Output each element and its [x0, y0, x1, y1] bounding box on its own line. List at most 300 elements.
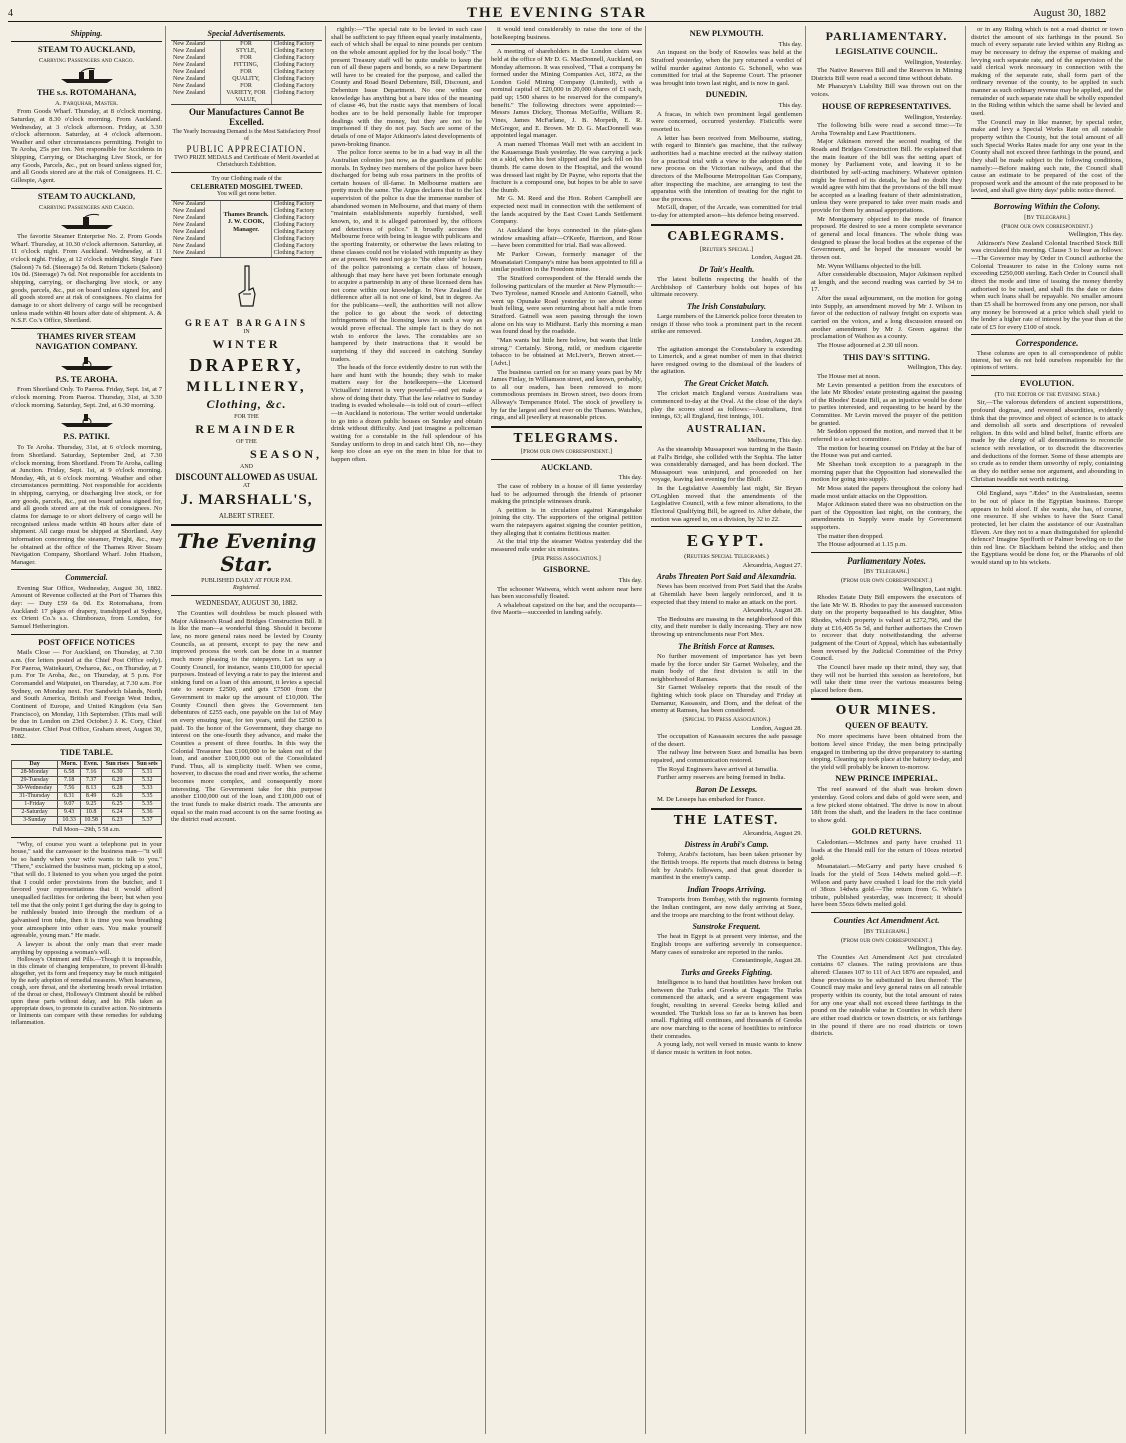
discount: DISCOUNT ALLOWED AS USUAL: [175, 471, 318, 482]
grid-left: [171, 201, 221, 257]
of-the: OF THE: [236, 438, 257, 445]
latest-heading: THE LATEST.: [673, 812, 780, 827]
tide-cell: 5.31: [133, 768, 162, 776]
tide-cell: 5.36: [133, 808, 162, 816]
grid-cell-left: New Zealand: [173, 55, 206, 62]
manufactures-line: Our Manufactures Cannot Be Excelled.: [189, 106, 304, 128]
tide-column-header: Sun sets: [133, 760, 162, 768]
table-row: [12, 784, 162, 792]
parl-item: Mr Moss stated the papers throughout the colony had made most unfair attacks on the Opposition.: [811, 484, 962, 500]
leader-article: The Counties will doubtless be much pleased with Major Atkinson's Road and Bridges Construction Bill. It is like the man—a wonderful thing. Should it become law, no more general rates need be levied by County Councils, as at present, except to pay the new and improved process the work can be done in a manner much more pleasing to the ratepayers. Let us say a County Council, for instance, wants £10,000 for special purposes. Instead of levying a rate to pay the interest and sinking fund on a loan of this amount, it levies a special rate to secure £2500, and gets £7500 from the Government to make up the amount of £10,000. The County Council then gives the Government ten debentures of £255 each, one payable on the 1st of May on every ensuing year, for ten years, until the £2500 is paid. To the honor of the Government, they charge no interest on the one-fourth they advance, and make the Counties a present of three fourths. In this way the Colonial Treasurer has £100,000 to be taken out of the loan, and another £100,000 out of the Consolidated Fund. Thus, all is simplicity itself. When we come, however, to discuss the road and river works, the scheme becomes more complex, and consequently more interesting. The Government take for this purpose another £100,000 out of the loan, and £100,000 out of the trust funds to make district roads. The amounts are equal so the main road account is on the same footing as the district road account.: [171, 610, 322, 824]
divider: [811, 698, 962, 700]
column-1: [8, 26, 166, 1434]
sailing-notice-2: The favorite Steamer Enterprise No. 2. From Goods Wharf. Thursday, at 10.30 o'clock afternoon. Saturday, at 11 o'clock night. From Auckland. Wednesday, at 11 o'clock night. Friday, at 12 o'clock midnight. Single Fare (Saloon) 7s 6d. (Steerage) 5s 0d. Return Tickets (Saloon) 10s 0d. (Steerage) 7s 6d. Not responsible for accidents in shipping, carrying, or discharging live stock, or any goods, parcels, &c., put on board unless signed for, and all goods stored are at risk of consignees. No claims for damage to or short delivery of cargo will be recognised unless made within 48 hours after date of shipment. A. & N.S.F. Co.'s Office, Shortland.: [11, 233, 162, 325]
appreciation-line: PUBLIC APPRECIATION.: [186, 143, 307, 154]
shipping-heading: Shipping.: [70, 29, 103, 38]
local-item: At Auckland the boys connected in the plate-glass window smashing affair—O'Keefe, Harrison, and Rose—have been committed for trial. Bail was allowed.: [491, 227, 642, 250]
parl-item: Mr Pharazyn's Liability Bill was thrown out on the voices.: [811, 83, 962, 99]
borrowing-heading: Borrowing Within the Colony.: [993, 201, 1101, 212]
tide-cell: 29-Tuesday: [12, 776, 58, 784]
paper-title: THE EVENING STAR: [466, 4, 648, 21]
cable-item: Intelligence is to hand that hostilities have broken out between the Turks and Greeks at Dagair. The Turks commenced the attack, and a severe engagement was fought, resulting in several Greeks being killed and wounded. The Turkish loss so far as is known has been small. Fighting still continues, and thousands of Greeks are now marching to the scene of hostilities to reinforce their comrades.: [651, 979, 802, 1040]
divider: [11, 634, 162, 635]
divider: [491, 44, 642, 45]
jeweller-ad: The business carried on for so many years past by Mr James Finlay, in Williamson street, and known, probably, to all our readers, has been removed to more commodious premises in Brown street, two doors from Allsway's Temperance Hotel. The stock of jewellery is by far the largest and best ever on the Thames. Watches, rings, and all jewellery at reasonable prices.: [491, 368, 642, 422]
tide-cell: 8.49: [81, 792, 102, 800]
counties-continued: or in any Riding which is not a road district or town district the amount of six farthings in the pound. So much of every separate rate levied within any Riding as may be necessary to defray the expense of making and levying such separate rate, and of the supervision of the said clerical work necessary in connection with the making of the separate rate, shall form part of the ordinary revenue of the county, to be applied in such manner as such ordinary revenue may be applied, and the remainder of such separate rate shall be wholly expended in the Riding within which the same shall be levied and used.: [971, 26, 1123, 118]
new-plymouth-heading: NEW PLYMOUTH.: [689, 28, 764, 38]
divider: [171, 595, 322, 596]
tide-column-header: Even.: [81, 760, 102, 768]
and: AND: [240, 463, 253, 470]
column-4: [488, 26, 646, 1434]
tide-cell: 2-Saturday: [12, 808, 58, 816]
dateline: Constantinople, August 28.: [732, 957, 802, 965]
cable-heading: Dr Tait's Health.: [698, 264, 755, 274]
grid-cell-left: New Zealand: [173, 221, 206, 228]
grid-cell-left: New Zealand: [173, 69, 206, 76]
registered-line: Registered.: [233, 584, 260, 591]
cable-item: Large numbers of the Limerick police force threaten to resign if those who took a prominent part in the recent strike are removed.: [651, 313, 802, 336]
page-number: 4: [8, 7, 13, 19]
cable-item: The latest bulletin respecting the health of the Archbishop of Canterbury holds out hopes of his ultimate recovery.: [651, 275, 802, 299]
divider: [651, 224, 802, 226]
mine-heading: QUEEN OF BEAUTY.: [845, 720, 928, 731]
grid-mid: [221, 41, 271, 104]
grid-cell-left: New Zealand: [173, 62, 206, 69]
commercial-heading: Commercial.: [65, 573, 108, 583]
tide-cell: 7.16: [81, 768, 102, 776]
pointing-hand-icon: [171, 264, 322, 312]
divider: [11, 744, 162, 745]
clothing-factory-grid-2: [171, 200, 322, 258]
dateline: Melbourne, This day.: [747, 437, 802, 445]
parl-item: The House met at noon.: [817, 372, 881, 380]
steamship-icon: [11, 213, 162, 231]
telephone-anecdote: "Why, of course you want a telephone put in your house," said the canvasser to the business man—"it will be so handy when your wife wants to talk to you." "There," exclaimed the business man, picking up a stool, "that will do. I listened to you when you urged the point that I could order provisions from the butcher, and I favored your representations that it would afford unequalled facilities for ordering the beer; but when you tell me that the only point I get during the day is going to be ruthlessly busted into through the medium of a galvanised iron tube, then it is time you was breathing your atmosphere into other ears. You make yourself agreeable, young man." He made.: [11, 840, 162, 940]
by-telegraph: [By Telegraph.]: [863, 568, 910, 576]
grid-cell-left: New Zealand: [173, 214, 206, 221]
to-editor: (To the Editor of the Evening Star.): [994, 390, 1100, 398]
grid-cell-right: Clothing Factory: [273, 89, 315, 96]
cable-item: The railway line between Suez and Ismailia has been repaired, and communication restored.: [651, 749, 802, 764]
issue-date: August 30, 1882: [1032, 7, 1106, 20]
mine-heading: NEW PRINCE IMPERIAL.: [835, 773, 938, 784]
tide-cell: 5.35: [133, 792, 162, 800]
cable-item: M. De Lesseps has embarked for France.: [657, 796, 766, 804]
evolution-letter: Sir,—The valorous defenders of ancient superstitions, profound dogmas, and reverend absurdities, evidently think that the province and object of science is to attack and demolish all sorts and descriptions of revealed religion. In this wild and blind belief, frantic efforts are made by the clergy of all denominations to reconcile science with revelation, or to discredit the discoveries and deductions of the former. Some of these attempts are so crude as to render them unworthy of reply, containing as they do neither sense nor argument, and abounding in Christian twaddle not worth noticing.: [971, 399, 1123, 483]
grid-cell-left: New Zealand: [173, 200, 206, 207]
cable-heading: Distress in Arabi's Camp.: [684, 840, 769, 850]
tide-cell: 9.43: [58, 808, 81, 816]
divider: [971, 486, 1123, 487]
grid-cell-mid: FOR: [240, 69, 252, 76]
tide-column-header: Sun rises: [102, 760, 133, 768]
telegram-item: A whaleboat capsized on the bar, and the occupants—five Maoris—succeeded in landing safely.: [491, 601, 642, 617]
grid-cell-left: New Zealand: [173, 48, 206, 55]
divider: [11, 328, 162, 329]
by-telegraph: [By Telegraph.]: [863, 928, 910, 936]
cable-item: The agitation amongst the Constabulary is extending to Limerick, and a great number of men in that district have resigned owing to the dismissal of the leaders of the agitation.: [651, 345, 802, 376]
cable-heading: The Great Cricket Match.: [684, 379, 769, 389]
local-item: A meeting of shareholders in the London claim was held at the office of Mr D. G. MacDonnell, Auckland, on Monday afternoon. It was resolved, "That a company be formed under the Mining Companies Act, 1872, as the London Gold Mining Company (Limited), with a nominal capital of £20,000 in 20,000 shares of £1 each, paid up; 1500 shares to be reserved for the company's benefit." The following directors were appointed:—Messrs James Dickey, Thomas McGuffie, William R. Vines, James McFarlane, J. B. Morpeth, E. R. McGregor, and E. Brown. Mr D. G. MacDonnell was appointed legal manager.: [491, 48, 642, 140]
steam-auckland-title-2: STEAM TO AUCKLAND,: [37, 190, 136, 201]
borrowing-item: Atkinson's New Zealand Colonial Inscribed Stock Bill was circulated this morning. Clause 3 to bear as follows:—The Governor may by Order in Council authorise the Colonial Treasurer to raise in the Colony sums not exceeding £250,000 sterling. Each Order in Council shall direct the mode and time of issuing the money thereby authorised to be raised, and shall fix the date or dates when such loans shall be repayable. No smaller amount than £5 shall be borrowed from any one person, nor shall any money be borrowed at a price which shall yield to the lender a higher rate of interest by the year than at the rate of £5 for every £100 of stock.: [971, 239, 1123, 331]
albert-street: ALBERT STREET.: [218, 511, 275, 520]
telegram-item: An inquest on the body of Knowles was held at the Stratford yesterday, when the jury returned a verdict of wilful murder against Antonio G. Schonell, who was committed for trial at the Supreme Court. The prisoner was brought into town last night, and is now in gaol.: [651, 49, 802, 87]
parl-item: Mr Sheehan took exception to a paragraph in the morning paper that the Opposition had stonewalled the motion for going into supply.: [811, 460, 962, 484]
tide-cell: 5.37: [133, 816, 162, 824]
winter: WINTER: [212, 337, 281, 351]
parl-item: Rhodes Estate Duty Bill empowers the executors of the late Mr W. B. Rhodes to pay the assessed succession duty on the property bequeathed to his daughter, Miss Rhodes, which property is valued at £272,796, and the duty at £16,405 5s 5d, and further authorises the Crown to recover that duty notwithstanding the adverse judgment of the Court of Appeal, which has substantially been reversed by the Judicial Committee of the Privy Council.: [811, 594, 962, 663]
season: SEASON,: [249, 446, 322, 461]
cable-heading: Baron De Lesseps.: [695, 784, 758, 794]
published-line: PUBLISHED DAILY AT FOUR P.M.: [201, 578, 292, 585]
dateline: Wellington, Yesterday.: [904, 58, 962, 66]
dateline: London, August 28.: [751, 254, 802, 262]
evolution-heading: EVOLUTION.: [1020, 377, 1074, 388]
mine-item: The reef seaward of the shaft was broken down yesterday. Good colors and dabs of gold were seen, and a few picked stone obtained. The drive is now in about 18ft from the shaft, and the leaders in the face continue to show gold.: [811, 786, 962, 824]
cable-heading: The Irish Constabulary.: [686, 301, 767, 311]
grid-cell-mid: STYLE,: [235, 48, 257, 55]
holloway-ad: Holloway's Ointment and Pills.—Though it is impossible, in this climate of changing temperature, to prevent ill-health altogether, yet its form and frequency may be much mitigated by the early adoption of remedial measures. When hoarseness, cough, sore throat, and the shortening breath reveal irritation of the throat or chest, Holloway's Ointment should be rubbed upon these parts without delay, and his Pills taken as appropriate doses, to promote its curative action. No ointments or liniments can compare with these remedies for subduing inflammation.: [11, 957, 162, 1026]
tobacco-ad: "Man wants but little here below, but wants that little strong." Certainly. Strong, mild, or medium cigarette tobacco to be obtained at McLiver's, Brown street.—[Advt.]: [491, 336, 642, 367]
tide-cell: 8.31: [58, 792, 81, 800]
reuters-sub: [Reuter's Special.]: [699, 245, 754, 253]
steam-auckland-title: STEAM TO AUCKLAND,: [37, 44, 136, 55]
grid-left: [171, 41, 221, 104]
tide-table: [11, 760, 162, 825]
at: AT: [242, 483, 251, 490]
cable-item: As the steamship Mussapouri was turning in the Basin at Fall's Bridge, she collided with the Sophia. The latter was considerably damaged, and has been docked. The Mussapouri was uninjured, and proceeded on her voyage, leaving last evening for the Bluff.: [651, 445, 802, 484]
police-article-2: The heads of the force evidently desire to run with the hare and hunt with the hounds; they wish to make matters easy for the hotelkeepers—the Licensed Victuallers' interest is very powerful—and yet make a show of doing their duty. That the law relative to Sunday trading is evaded wholesale—is told out of court—effect—in Auckland is notorious. The writer would undertake to go into a dozen public houses on Sunday and obtain drink without difficulty. And just imagine a policeman waiting for a constable in the full splendour of his Sunday uniform to drop in and catch him! Oh, no—they keep too close an eye on the men in blue for that to happen often.: [331, 364, 482, 463]
grid-cell-right: Clothing Factory: [273, 200, 315, 207]
correspondence-heading: Correspondence.: [1015, 338, 1079, 349]
parl-item: Major Atkinson moved the second reading of the Roads and Bridges Construction Bill. He explained that the main feature of the bill was the setting apart of money by Parliament vote, and leaving it to be distributed by self-acting machinery. Whatever opinion might be formed of its details, he had no doubt they would agree with him that the provisions of the bill must be accepted as a leading feature of their administration, unless they were prepared to take over main roads and provide for them by annual appropriations.: [811, 138, 962, 215]
dateline: Wellington, This day.: [1068, 231, 1123, 239]
telegram-item: At the trial trip the steamer Waitoa yesterday did the measured mile under six minutes.: [491, 538, 642, 553]
grid-cell-right: Clothing Factory: [273, 48, 315, 55]
parl-item: The House adjourned at 2.30 till noon.: [817, 341, 919, 349]
parl-item: The Native Reserves Bill and the Reserves in Mining Districts Bill were read a second time without debate.: [811, 67, 962, 82]
grid-cell-right: Clothing Factory: [273, 214, 315, 221]
parl-item: The motion for hearing counsel on Friday at the bar of the House was put and carried.: [811, 444, 962, 460]
dateline: Wellington, Last night.: [903, 585, 962, 593]
house-heading: HOUSE OF REPRESENTATIVES.: [821, 100, 952, 111]
grid-cell-mid: VARIETY, FOR VALUE,: [226, 89, 266, 103]
tide-cell: 1-Friday: [12, 800, 58, 808]
cable-heading: Arabs Threaten Port Said and Alexandria.: [656, 572, 797, 582]
te-aroha-notice: From Shortland Only. To Paeroa. Friday, Sept. 1st, at 7 o'clock morning. From Paeroa. Thursday, 31st, at 3.30 o'clock morning. Saturday, Sept. 2nd, at 6.30 morning.: [11, 386, 162, 409]
post-office-body: Mails Close — For Auckland, on Thursday, at 7.30 a.m. (for letters posted at the Chief Post Office only). For Paeroa, Waitekauri, Owharoa, &c., on Thursday, at 7 p.m. For Te Aroha, &c., on Thursday, at 5 p.m. For Coromandel and Waiputei, on Thursday, at 7.30 a.m. For Sydney, on Monday next. For Sandwich Islands, North and South America, British and Foreign West Indies, Continent of Europe, and United Kingdom (via San Francisco), on Monday, 11th September. (This mail will be due in London on 23rd October.) J. K. Cory, Chief Postmaster. Chief Post Office, Graham street, August 30, 1882.: [11, 649, 162, 741]
dateline: Alexandria, August 29.: [742, 829, 802, 837]
mosgiel-tag: You will get none better.: [217, 191, 276, 198]
steam-auckland-sub: Carrying Passengers and Cargo.: [38, 57, 135, 65]
column-3: [328, 26, 486, 1434]
tide-cell: 10.33: [58, 816, 81, 824]
grid-cell-right: Clothing Factory: [273, 207, 315, 214]
egypt-heading: EGYPT.: [686, 531, 767, 551]
grid-cell-mid: FOR: [240, 41, 252, 48]
thames-navigation-title: THAMES RIVER STEAM NAVIGATION COMPANY.: [35, 330, 138, 351]
police-article: The police force seems to be in a bad way in all the Australian colonies just now, as the guardians of public morals. In Sydney two members of the police have been discharged for being sub rosa partners in the profits of certain houses of ill-fame. In Melbourne matters are pretty much the same. The Argus declares that to the lax supervision of the police is due the immense number of abandoned women in Melbourne, and that many of them "maintain establishments superbly furnished, well known, to, and it is alleged patronised by, the officers and detectives of police." It broadly accuses the Melbourne force with being in league with publicans and the sporting fraternity, or otherwise the laws relating to these classes could not be violated with impunity as they are at present. We need not go to "the other side" to learn of the police patronising a certain class of houses, although that may here have yet been fortunate enough to acquire a partnership in any of these licensed dens has not come within our knowledge. In New Zealand the difference after all is not one of kind, but in degree. As for the publicans—well, the authorities will not allow the police to go about the work of detecting infringements of the licensing laws in such a way as would prove effectual. The simple fact is they do not wish to enforce the laws. The constables are so hampered by their instructions that it would be surprising if they did succeed in catching Sunday traders.: [331, 149, 482, 363]
divider: [971, 198, 1123, 199]
correspondence-note: These columns are open to all correspondence of public interest, but we do not hold ourselves responsible for the opinions of writers.: [971, 350, 1123, 371]
grid-cell-left: New Zealand: [173, 82, 206, 89]
divider: [491, 459, 642, 460]
telegram-item: A letter has been received from Melbourne, stating, with regard to Binnie's gas machine, that the railway authorities had a machine erected at the railway station for a practical trial with a view to the adoption of the new process on the Victorian railways, and that the directors of the Melbourne Metropolitan Gas Company, after inspecting the machine, are arranging to test the apparatus with the intention of treating for the right to use the process.: [651, 134, 802, 203]
column-5: [648, 26, 806, 1434]
counties-act-heading: Counties Act Amendment Act.: [833, 915, 940, 926]
mine-item: No more specimens have been obtained from the bottom level since Friday, the men being principally engaged in timbering up the drive preparatory to starting stoping. Cleaning up took place at the battery to-day, and the yield will probably be known to-morrow.: [811, 733, 962, 771]
column-6: [808, 26, 966, 1434]
divider: [651, 526, 802, 527]
cable-item: Tohmy, Arabi's factotum, has been taken prisoner by the British troops. He reports that much distress is being felt by Arabi's followers, and that great disorder is manifest in the enemy's camp.: [651, 851, 802, 882]
cable-item: Further army reserves are being formed in India.: [657, 774, 786, 782]
parl-item: Mr Montgomery objected to the mode of finance proposed. He desired to see a more complete severance of general and local finances. The whole thing was designed to please the local bodies at the expense of the Government, and he hoped the measure would be thrown out.: [811, 215, 962, 261]
paddle-steamer-icon: [11, 354, 162, 372]
grid-cell-right: Clothing Factory: [273, 242, 315, 249]
ship-patiki: P.S. PATIKI.: [63, 431, 110, 442]
parl-notes-heading: Parliamentary Notes.: [847, 555, 926, 566]
dateline: This day.: [618, 474, 642, 482]
parl-item: The Council have made up their mind, they say, that they will not be hurried this session as heretofore, but will take their time over the various measures being placed before them.: [811, 663, 962, 694]
parl-item: Mr. Wynn Williams objected to the bill.: [817, 262, 922, 270]
cable-item: No further movement of importance has yet been made by the force under Sir Garnet Wolseley, and the main body of the first division is still in the neighborhood of Ramses.: [651, 652, 802, 683]
tide-column-header: Day: [12, 760, 58, 768]
ship-name: THE s.s. ROTOMAHANA,: [36, 86, 137, 97]
tide-cell: 6.26: [102, 792, 133, 800]
own-correspondent: (From our own correspondent.): [840, 936, 933, 944]
counties-continued: The Council may in like manner, by special order, make and levy a Special Works Rate on all rateable property within the County, but the total amount of all such Special Works Rates made for any one year in the County shall not exceed three farthings in the pound, and they shall be made subject to the following conditions, namely:—Before making such rate, the Council shall cause an estimate to be prepared of the cost of the proposed work and the amount of the rate proposed to be levied, and shall give thirty days' public notice thereof.: [971, 118, 1123, 195]
cable-heading: Indian Troops Arriving.: [687, 884, 766, 894]
mosgiel-intro: Try our Clothing made of the: [211, 175, 282, 182]
cable-item: In the Legislative Assembly last night, Sir Bryan O'Loghlen moved that the amendments of the Legislative Council, with a few minor alterations, to the Electoral Qualifying Bill, be agreed to. After debate, the motion was agreed to, on a division, by 32 to 22.: [651, 485, 802, 523]
own-correspondent: (From our own correspondent.): [840, 577, 933, 585]
dateline: Wellington, Yesterday.: [904, 113, 962, 121]
tide-cell: 5.35: [133, 800, 162, 808]
dateline: Wellington, This day.: [907, 945, 962, 953]
grid-cell-left: New Zealand: [173, 235, 206, 242]
tide-cell: 6.24: [102, 808, 133, 816]
telegram-item: McGill, draper, of the Arcade, was committed for trial to-day for attempted arson—his defence being reserved.: [651, 204, 802, 220]
grid-cell-mid: QUALITY,: [232, 76, 260, 83]
tide-cell: 10.8: [81, 808, 102, 816]
patiki-notice: To Te Aroha. Thursday, 31st, at 6 o'clock morning, from Shortland. Saturday, September 2nd, at 7.30 o'clock morning, from Shortland. From Te Aroha, calling at Junction. Friday, Sept. 1st, at 9 o'clock morning. Monday, 4th, at 6 o'clock morning. Weather and other circumstances permitting. Not responsible for accidents in shipping, carrying, or discharging live stock, or for any goods, parcels, &c., put on board unless signed for, and all goods stored are at the risk of consignees. No claims for damage to or short delivery of cargo will be recognised unless made within 48 hours after date of shipment. All cargo must be shipped at Shortland. Any information concerning the steamer, Freight, &c., may be obtained at the office of the Thames River Steam Navigation Company, Shortland Wharf. John Hudson, Manager.: [11, 444, 162, 566]
local-item: Mr G. M. Reed and the Hon. Robert Campbell are expected next mail in connection with the settlement of the lands acquired by the East Coast Lands Settlement Company.: [491, 195, 642, 226]
cable-item: The occupation of Kassassin secures the safe passage of the desert.: [651, 733, 802, 748]
table-row: [12, 776, 162, 784]
steam-auckland-sub-2: Carrying Passengers and Cargo.: [38, 203, 135, 211]
clothing: Clothing, &c.: [206, 397, 287, 412]
tide-cell: 3-Sunday: [12, 816, 58, 824]
grid-cell-left: New Zealand: [173, 207, 206, 214]
auckland-heading: AUCKLAND.: [540, 461, 593, 472]
commercial-body: Evening Star Office, Wednesday, August 30, 1882. Amount of Revenue collected at the Port of Thames this day: — Duty £59 6s 0d. Ex Rotomahana, from Auckland: 17 pkges of drapery, transhipped at Sydney, ex Orient Co.'s s.s. Chimborazo, from London, for Samuel Hetherington.: [11, 584, 162, 630]
cablegrams-heading: CABLEGRAMS.: [667, 228, 786, 243]
medals-line: TWO PRIZE MEDALS and Certificate of Merit Awarded at Christchurch Exhibition.: [174, 155, 319, 169]
remainder: REMAINDER: [195, 422, 298, 437]
ship-master: A. Farquhar, Master.: [54, 99, 119, 107]
dunedin-heading: DUNEDIN.: [705, 89, 748, 100]
moon-note: Full Moon—29th, 5 58 a.m.: [52, 826, 121, 833]
divider: [811, 552, 962, 553]
cable-item: Transports from Bombay, with the regiments forming the Indian contingent, are now daily arriving at Suez, and the troops are marching to the front without delay.: [651, 896, 802, 919]
mine-item: Moanataiari.—McGarry and party have crushed 6 loads for the yield of 5ozs 14dwts melted gold.—F. Wilson and party have crushed 1 load for the rich yield of 38ozs 14dwts gold.—The return from G. White's tribute, published yesterday, was incorrect; it should have been 55ozs 6dwts melted gold.: [811, 863, 962, 909]
grid-cell-right: Clothing Factory: [273, 41, 315, 48]
for-the: FOR THE: [234, 414, 259, 421]
grid-cell-left: New Zealand: [173, 249, 206, 256]
mine-item: Caledonian.—McInnes and party have crushed 11 loads at the Herald mill for the return of 10ozs retorted gold.: [811, 839, 962, 862]
divider: [11, 41, 162, 42]
parl-item: Mr Levin presented a petition from the executors of the late Mr Rhodes' estate protesting against the passing of the Rhodes' Estate Bill, as an injustice would be done to parties interested, and requesting to be heard by the Committee. Mr Levin moved the prayer of the petition be granted.: [811, 381, 962, 427]
tide-cell: 6.58: [58, 768, 81, 776]
parliamentary-heading: PARLIAMENTARY.: [825, 29, 948, 43]
tide-cell: 5.33: [133, 784, 162, 792]
grid-cell-right: Clothing Factory: [273, 76, 315, 83]
special-sub: (Special to Press Association.): [682, 716, 771, 724]
tide-cell: 8.13: [81, 784, 102, 792]
divider: [11, 188, 162, 189]
cable-item: The Bedouins are massing in the neighborhood of this city, and their number is daily increasing. They are now throwing up entrenchments near Fort Mex.: [651, 615, 802, 638]
column-2: [168, 26, 326, 1434]
cable-heading: The British Force at Ramses.: [678, 641, 775, 651]
mine-heading: GOLD RETURNS.: [851, 826, 922, 837]
tide-cell: 6.28: [102, 784, 133, 792]
special-ads-heading: Special Advertisements.: [207, 29, 286, 38]
parl-item: Major Atkinson stated there was no obstruction on the part of the Opposition last night, on the contrary, the amendments in Supply were made by Government supporters.: [811, 501, 962, 532]
local-item: The Stratford correspondent of the Herald sends the following particulars of the murder at New Plymouth:—Two Tyrolese, named Knoele and Antonio Gatnell, who went up Opunake Road yesterday to see about some bush felling, were seen returning about half a mile from Stratford. Gatnell was seen passing through the town alone on his way to Midhurst. Early this morning a man was found dead by the roadside.: [491, 274, 642, 336]
sitting-heading: THIS DAY'S SITTING.: [843, 351, 930, 362]
grid-cell-right: Clothing Factory: [273, 69, 315, 76]
dateline: Wellington, This day.: [907, 364, 962, 372]
grid-cell-left: New Zealand: [173, 76, 206, 83]
grid-cell-left: New Zealand: [173, 41, 206, 48]
telegram-item: A petition is in circulation against Karangahake joining the city. The supporters of the original petition warn the ratepayers against signing the counter petition, they alleging that it contains fictitious matter.: [491, 506, 642, 537]
tide-cell: 5.32: [133, 776, 162, 784]
divider: [171, 172, 322, 173]
divider: [811, 912, 962, 913]
tide-cell: 7.37: [81, 776, 102, 784]
dateline: This day.: [618, 577, 642, 585]
parl-item: The following bills were read a second time:—Te Aroha Township and Law Practitioners.: [811, 122, 962, 137]
divider: [171, 524, 322, 526]
cable-item: A young lady, not well versed in music wants to know if dance music is written in foot notes.: [651, 1041, 802, 1056]
tide-cell: 7.18: [58, 776, 81, 784]
grid-cell-right: Clothing Factory: [273, 249, 315, 256]
tide-cell: 6.29: [102, 776, 133, 784]
tide-cell: 9.25: [81, 800, 102, 808]
table-row: [12, 808, 162, 816]
grid-cell-mid: FOR: [240, 55, 252, 62]
our-mines-heading: OUR MINES.: [835, 703, 938, 718]
cable-item: The cricket match England versus Australians was commenced to-day at the Oval. At the close of the day's play the scores stood as follows:—Australians, first innings, 63; all England, first innings, 101.: [651, 390, 802, 421]
paddle-steamer-icon: [11, 411, 162, 429]
evening-star-title: The Evening Star.: [176, 528, 317, 576]
telegrams-heading: TELEGRAMS.: [513, 431, 620, 446]
tide-cell: 10.58: [81, 816, 102, 824]
gisborne-heading: GISBORNE.: [543, 564, 590, 575]
old-england-item: Old England, says "Ædes" in the Australasian, seems to be out of place in the Egyptian business. Europe appears to hold aloof. If she wants, she has, of course, one resource. If she wishes to have the Suez Canal protected, let her claim the assistance of our Australian Eleven. Are they not to a man distinguished for splendid defence? Imagine Spofforth or Palmer bowling on to the thin red line. Or Blackham behind the sticks; and then the Egyptians would be done for, or the Pharaohs of old would stand up to his wickets.: [971, 490, 1123, 567]
grid-cell-right: Clothing Factory: [273, 55, 315, 62]
demand-line: The Yearly Increasing Demand is the Most Satisfactory Proof of: [172, 128, 321, 142]
dateline: Alexandria, August 27.: [742, 561, 802, 569]
dateline: This day.: [778, 102, 802, 110]
drapery: DRAPERY,: [189, 354, 304, 375]
mosgiel-tweed: CELEBRATED MOSGIEL TWEED.: [190, 182, 303, 191]
article-continued: it would tend considerably to raise the tone of the hotelkeeping business.: [491, 26, 642, 41]
counties-item: The Counties Act Amendment Act just circulated contains 67 clauses. The rating provisions are thus altered: Clauses 107 to 111 of Act 1876 are repealed, and these provisions to be substituted in lieu thereof: The Council may make and levy general rates on all rateable property within its county, but the total amount of rates for any one year shall not exceed three farthings in the pound on the rateable value in Counties in which there are either road districts or town districts, or six farthings in the pound if there are no road districts or town districts.: [811, 953, 962, 1038]
thames-branch: Thames Branch. J. W. COOK, Manager.: [221, 201, 271, 257]
table-row: [12, 768, 162, 776]
parl-item: After considerable discussion, Major Atkinson replied at length, and the second reading was carried by 34 to 17.: [811, 271, 962, 294]
marshall: J. MARSHALL'S,: [180, 492, 313, 509]
cable-heading: Turks and Greeks Fighting.: [680, 967, 773, 977]
ship-te-aroha: P.S. TE AROHA.: [55, 373, 118, 384]
steamship-icon: [11, 67, 162, 85]
tide-cell: 9.07: [58, 800, 81, 808]
tide-cell: 7.56: [58, 784, 81, 792]
grid-cell-mid: FOR: [240, 82, 252, 89]
tide-cell: 30-Wednesday: [12, 784, 58, 792]
grid-cell-left: New Zealand: [173, 228, 206, 235]
table-row: [12, 816, 162, 824]
telegram-item: The schooner Waiwera, which went ashore near here has been successfully floated.: [491, 585, 642, 601]
cable-item: Sir Garnet Wolseley reports that the result of the fighting which took place on Thursday and Friday at Damanur, Kassassin, and Dom, and the defeat of the enemy at Ramses, has been considered.: [651, 684, 802, 715]
cable-heading: Sunstroke Frequent.: [692, 922, 761, 932]
tide-cell: 31-Thursday: [12, 792, 58, 800]
dateline: Alexandria, August 28.: [742, 607, 802, 615]
columns: [8, 26, 1123, 1434]
divider: [11, 837, 162, 838]
table-row: [12, 800, 162, 808]
clothing-factory-grid: [171, 40, 322, 105]
tide-cell: 28-Monday: [12, 768, 58, 776]
telegram-item: A fracas, in which two prominent legal gentlemen were concerned, occurred yesterday. Fisticuffs were resorted to.: [651, 110, 802, 134]
telegrams-sub: [From our own correspondent.]: [520, 447, 613, 455]
cable-item: News has been received from Port Said that the Arabs at Ghemilah have been largely reinforced, and it is expected that they intend to make an attack on the port.: [651, 583, 802, 606]
tide-cell: 6.23: [102, 816, 133, 824]
grid-cell-right: Clothing Factory: [273, 228, 315, 235]
article-continued: rightly:—"The special rate to be levied in such case shall be sufficient to pay fifteen equal yearly instalments, each of which shall be equal to nine pounds per centum on the whole amount applied for by the local body." The present Treasury staff will be quite unable to keep the run of all these papers and bonds, so a new Department will have to be created for the purpose, and called the County and Road Board Debenture, Bill, Discount, and Debenture Issue Department. No one within our knowledge has anything but a bare idea of the meaning of clause 46, but the rustic says that members of local bodies are to be held personally liable for improper dealings with the money, but they are not to be imprisoned if they do not pay. Such are some of the details of one of Major Atkinson's latest developments of pawn-broking finance.: [331, 26, 482, 148]
divider: [491, 426, 642, 428]
grid-cell-right: Clothing Factory: [273, 62, 315, 69]
cable-item: The Royal Engineers have arrived at Ismailia.: [657, 765, 779, 773]
grid-cell-right: Clothing Factory: [273, 82, 315, 89]
bargains: GREAT BARGAINS: [185, 317, 308, 328]
press-association: [Per Press Association.]: [532, 554, 601, 562]
parl-item: After the usual adjournment, on the motion for going into Supply, an amendment moved by Mr J. Wilson in favor of the reduction of railway freight on exports was carried on the voices, and a long discussion ensued on another amendment by Mr J. Green against the proclamation of Waihou as a county.: [811, 295, 962, 341]
parl-item: The House adjourned at 1.15 p.m.: [817, 541, 907, 549]
table-row: [12, 792, 162, 800]
local-item: Mr Parker Cowan, formerly manager of the Moanataiari Company's mine has been appointed to fill a similar position in the Freedom mine.: [491, 250, 642, 274]
lawyer-quip: A lawyer is about the only man that ever made anything by opposing a woman's will.: [11, 940, 162, 956]
divider: [971, 334, 1123, 335]
parl-item: Mr Seddon opposed the motion, and moved that it be referred to a select committee.: [811, 428, 962, 444]
local-item: A man named Thomas Wall met with an accident in the Kauaeranga Bush yesterday. He was carrying a jack on a skid, when his feet slipped and the jack fell on his thumb. He came down to the Hospital, and the wound was dressed last night by Dr Payne, who reports that the fracture is a compound one, but hopes to be able to save the thumb.: [491, 140, 642, 194]
divider: [11, 569, 162, 570]
grid-cell-left: New Zealand: [173, 242, 206, 249]
grid-cell-mid: FITTING,: [233, 62, 259, 69]
australian-heading: AUSTRALIAN.: [686, 423, 767, 435]
tide-column-header: Morn.: [58, 760, 81, 768]
dateline: This day.: [778, 40, 802, 48]
grid-cell-right: Clothing Factory: [273, 235, 315, 242]
dateline: London, August 28.: [751, 337, 802, 345]
column-7: [968, 26, 1126, 1434]
tide-table-heading: TIDE TABLE.: [59, 747, 114, 758]
own-correspondent: (From our own correspondent.): [1001, 222, 1093, 230]
